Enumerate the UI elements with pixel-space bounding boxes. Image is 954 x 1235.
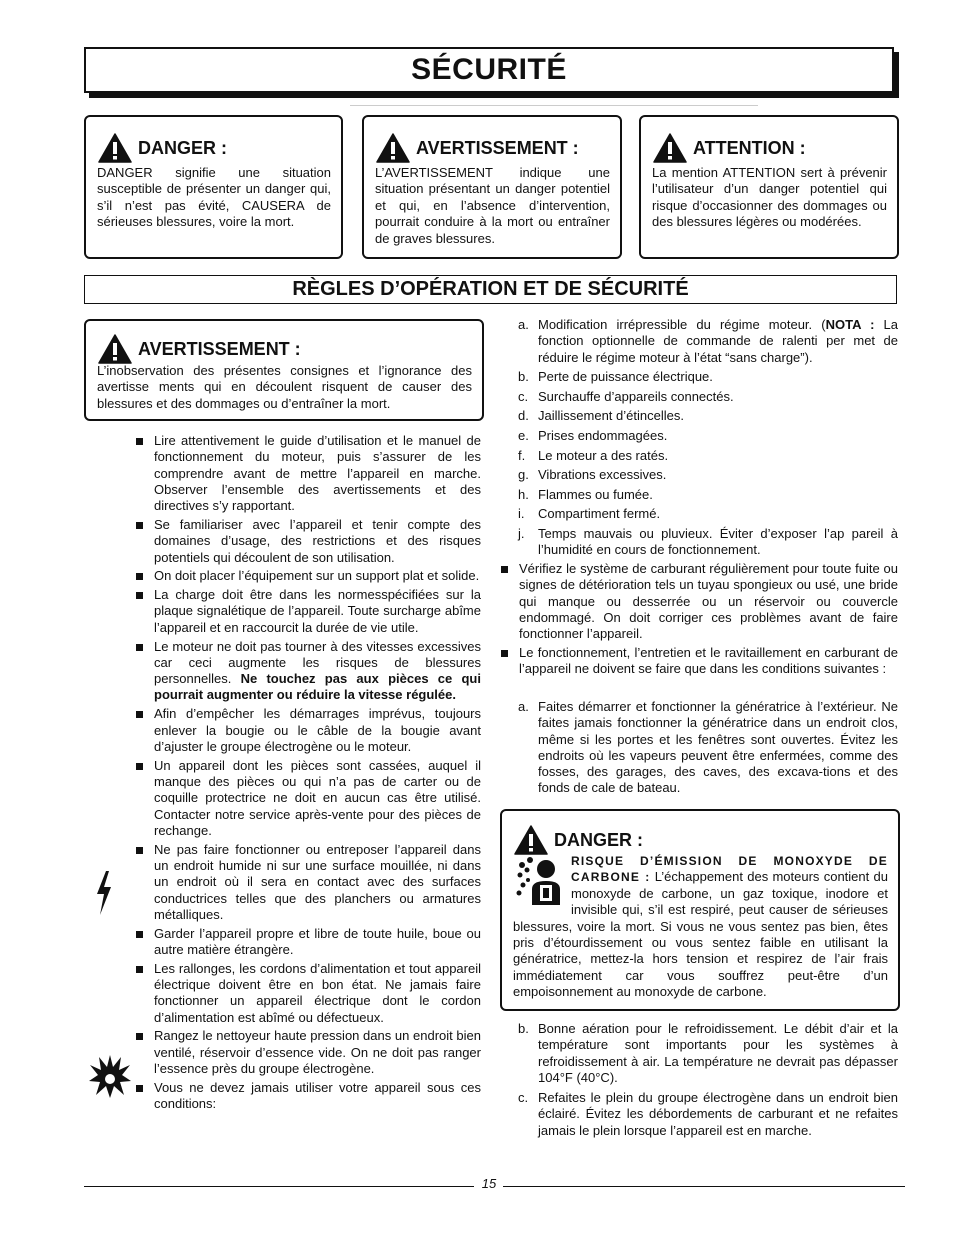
list-item: a. Faites démarrer et fonctionner la génératrice à l’extérieur. Ne faites jamais fonctionner la génératrice dans un endroit clos, même si les portes et les fenêtres sont ouvertes. Évitez les endroits où les vapeurs peuvent être enfermées, comme des fosses, des garages, des caves, des excava-tions et des fonds de cale de bateau. [518, 699, 898, 796]
list-item: Vous ne devez jamais utiliser votre appareil sous ces conditions: [135, 1080, 481, 1113]
footer-rule [503, 1186, 905, 1187]
list-item: On doit placer l’équipement sur un support plat et solide. [135, 568, 481, 584]
list-item: b. Bonne aération pour le refroidissement. Le débit d’air et la température sont importants pour les systèmes à refroidissement à air. La température ne devrait pas dépasser 104°F (40°C). [518, 1021, 898, 1085]
avertissement-box [84, 319, 484, 421]
list-item: b. Perte de puissance électrique. [518, 369, 713, 385]
list-item: i. Compartiment fermé. [518, 506, 661, 522]
list-item: h. Flammes ou fumée. [518, 486, 653, 502]
conditions-list [518, 317, 898, 562]
fuel-conditions-list-a [518, 699, 898, 800]
page-title: SÉCURITÉ [411, 53, 567, 86]
attention-definition-text: La mention ATTENTION sert à prévenir l’utilisateur d’un danger potentiel qui risque d’occasionner des dommages ou des blessures légères ou modérées. [652, 165, 887, 230]
list-item: g. Vibrations excessives. [518, 467, 667, 483]
section-title-box [84, 275, 897, 304]
avertissement-text: L’inobservation des présentes consignes et l’ignorance des avertisse ments qui en découlent risquent de causer des blessures et des dommages ou d’entraîner la mort. [97, 363, 472, 411]
page-number: 15 [481, 1176, 497, 1191]
attention-definition-box [639, 115, 899, 259]
list-item: Vérifiez le système de carburant régulièrement pour toute fuite ou signes de détérioration tels un tuyau spongieux ou usé, une bride qui manque ou desserrée ou un réservoir ou couvercle endommagé. On doit corriger ces problèmes avant de faire fonctionner l’appareil. [500, 561, 898, 642]
list-item: f. Le moteur a des ratés. [518, 447, 669, 463]
warning-triangle-icon [653, 133, 687, 163]
warning-triangle-icon [514, 825, 548, 855]
safety-rules-list [135, 433, 481, 1115]
list-item: Le moteur ne doit pas tourner à des vitesses excessives car ceci augmente les risques de blessures personnelles. Ne touchez pas aux pièces ce qui pourrait augmenter ou réduire la vitesse régulée. [135, 639, 481, 704]
footer-rule [84, 1186, 474, 1187]
warning-definition-box [362, 115, 622, 259]
list-item: La charge doit être dans les normesspécifiées sur la plaque signalétique de l’appareil. Toute surcharge abîme l’appareil et en raccourcit la durée de vie utile. [135, 587, 481, 636]
warning-triangle-icon [98, 133, 132, 163]
warning-triangle-icon [376, 133, 410, 163]
avertissement-label: AVERTISSEMENT : [138, 339, 301, 359]
list-item: Afin d’empêcher les démarrages imprévus, toujours enlever la bougie ou le câble de la bougie avant d’ajuster le groupe électrogène ou le moteur. [135, 706, 481, 755]
attention-label: ATTENTION : [693, 138, 806, 158]
fuel-system-list [500, 561, 898, 680]
list-item: Un appareil dont les pièces sont cassées, auquel il manque des pièces ou qui n’a pas de carter ou de coquille protectrice ne doit en aucun cas être utilisé. Contacter notre service après-vente pour des pièces de rechange. [135, 758, 481, 839]
list-item: d. Jaillissement d’étincelles. [518, 408, 684, 424]
list-item: a. Modification irrépressible du régime moteur. (NOTA : La fonction optionnelle de commande de ralenti per met de réduire le régime moteur à l’état “sans charge”). [518, 317, 899, 365]
page-title-box [84, 47, 894, 93]
list-item: Ne pas faire fonctionner ou entreposer l’appareil dans un endroit humide ni sur une surface mouillée, ni dans un endroit où il sera en contact avec des surfaces conductrices telles que des planchers ou armatures métalliques. [135, 842, 481, 923]
list-item: Lire attentivement le guide d’utilisation et le manuel de fonctionnement du moteur, puis s’assurer de les comprendre avant de mettre l’appareil en marche. Observer l’ensemble des avertissements et des directives s’y rapportant. [135, 433, 481, 514]
list-item: Garder l’appareil propre et libre de toute huile, boue ou autre matière étrangère. [135, 926, 481, 959]
list-item: e. Prises endommagées. [518, 427, 668, 443]
list-item: c. Surchauffe d’appareils connectés. [518, 388, 734, 404]
list-item: Rangez le nettoyeur haute pression dans un endroit bien ventilé, réservoir d’essence vide. On ne doit pas ranger l’essence près du groupe électrogène. [135, 1028, 481, 1077]
electric-shock-icon [94, 870, 114, 916]
list-item: c. Refaites le plein du groupe électrogène dans un endroit bien éclairé. Évitez les débordements de carburant et ne refaites jamais le plein lorsque l’appareil est en marche. [518, 1090, 898, 1138]
divider [350, 105, 758, 106]
warning-label: AVERTISSEMENT : [416, 138, 579, 158]
explosion-icon [88, 1053, 132, 1099]
danger-label: DANGER : [138, 138, 227, 158]
warning-definition-text: L’AVERTISSEMENT indique une situation présentant un danger potentiel et qui, en l’absence d’intervention, pourrait conduire à la mort ou entraîner de graves blessures. [375, 165, 610, 246]
danger-label: DANGER : [554, 830, 643, 850]
list-item: j. Temps mauvais ou pluvieux. Éviter d’exposer l’ap pareil à l’humidité en cours de fonctionnement. [518, 525, 898, 558]
list-item: Les rallonges, les cordons d’alimentation et tout appareil électrique doivent être en bon état. Ne jamais faire fonctionner un appareil électrique dont le cordon d’alimentation est abîmé ou défectueux. [135, 961, 481, 1026]
carbon-monoxide-danger-box [500, 809, 900, 1011]
list-item: Se familiariser avec l’appareil et tenir compte des domaines d’usage, des restrictions et des risques potentiels qui découlent de son utilisation. [135, 517, 481, 566]
danger-definition-box [84, 115, 343, 259]
list-item: Le fonctionnement, l’entretien et le ravitaillement en carburant de l’appareil ne doivent se faire que dans les conditions suivantes : [500, 645, 898, 678]
section-title: RÈGLES D’OPÉRATION ET DE SÉCURITÉ [292, 278, 689, 300]
warning-triangle-icon [98, 334, 132, 364]
carbon-monoxide-text: RISQUE D’ÉMISSION DE MONOXYDE DE CARBONE : L’échappement des moteurs contient du monoxyde de carbone, un gaz toxique, inodore et invisible qui, s’il est respiré, peut causer de sérieuses blessures, voire la mort. Si vous ne vous sentez pas bien, êtes pris d’étourdissement ou vous sentez faible en utilisant la génératrice, mettez-la hors tension et respirez de l’air frais immédiatement car vous souffrez peut-être d’un empoisonnement au monoxyde de carbone. [513, 854, 888, 1000]
fuel-conditions-list-bc [518, 1021, 898, 1142]
danger-definition-text: DANGER signifie une situation susceptible de présenter un danger qui, s’il n’est pas évité, CAUSERA de sérieuses blessures, voire la mort. [97, 165, 331, 230]
